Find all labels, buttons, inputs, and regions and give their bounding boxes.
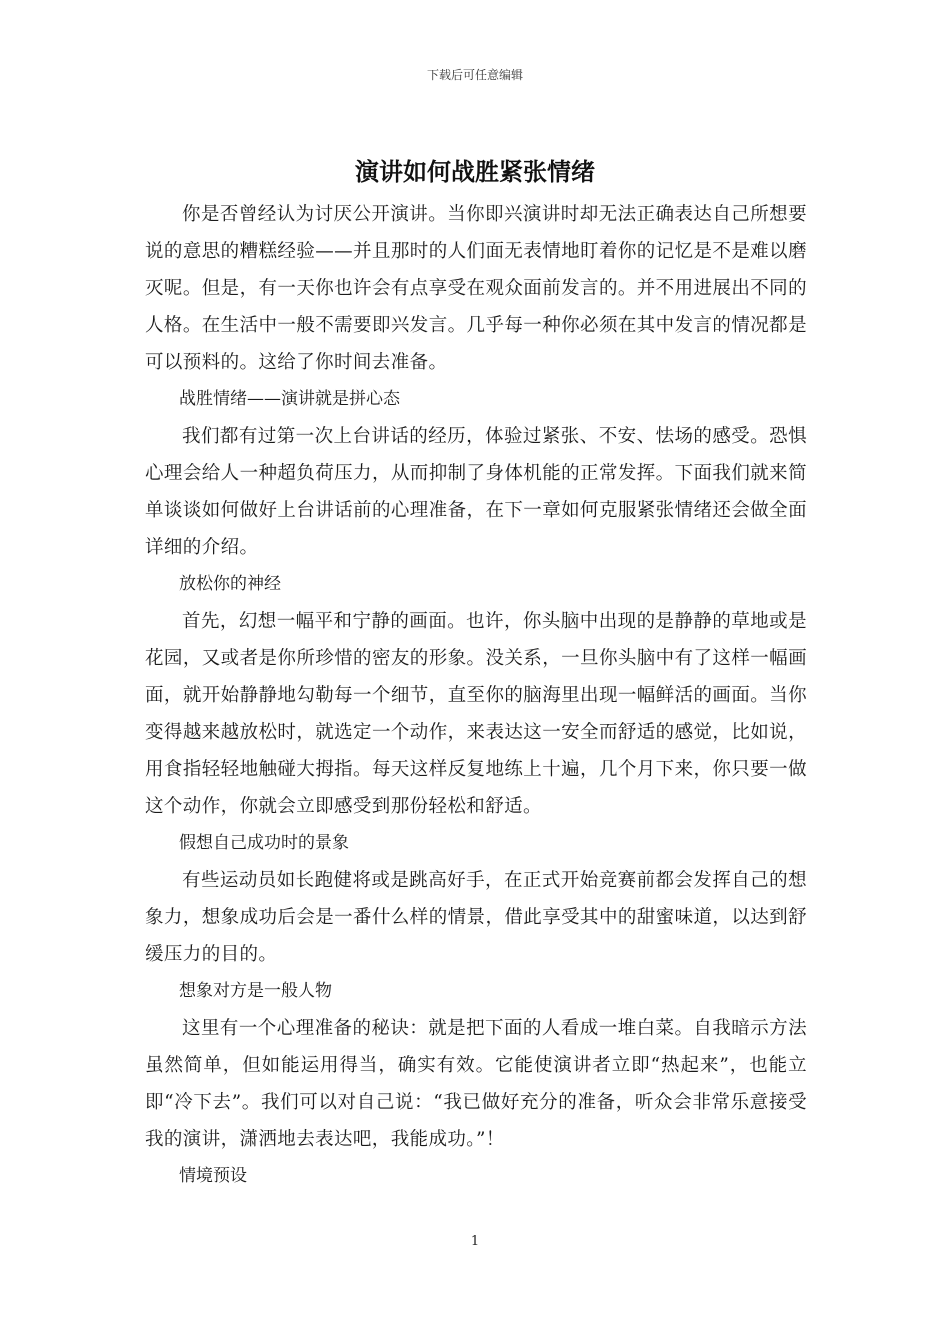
header-note: 下载后可任意编辑: [426, 68, 523, 82]
section-heading: 想象对方是一般人物: [179, 981, 332, 1001]
section-heading: 假想自己成功时的景象: [179, 833, 349, 853]
paragraph: 首先，幻想一幅平和宁静的画面。也许，你头脑中出现的是静静的草地或是花园，又或者是你所珍惜的密友的形象。没关系，一旦你头脑中有了这样一幅画面，就开始静静地勾勒每一个细节，直至你的脑海里出现一幅鲜活的画面。当你变得越来越放松时，就选定一个动作，来表达这一安全而舒适的感觉，比如说，用食指轻轻地触碰大拇指。每天这样反复地练上十遍，几个月下来，你只要一做这个动作，你就会立即感受到那份轻松和舒适。: [145, 611, 807, 817]
paragraph: 这里有一个心理准备的秘诀：就是把下面的人看成一堆白菜。自我暗示方法虽然简单，但如能运用得当，确实有效。它能使演讲者立即“热起来”，也能立即“冷下去”。我们可以对自己说：“我已做好充分的准备，听众会非常乐意接受我的演讲，潇洒地去表达吧，我能成功。”！: [145, 1018, 807, 1150]
page-number: 1: [470, 1234, 480, 1249]
paragraph: 我们都有过第一次上台讲话的经历，体验过紧张、不安、怯场的感受。恐惧心理会给人一种超负荷压力，从而抑制了身体机能的正常发挥。下面我们就来简单谈谈如何做好上台讲话前的心理准备，在下一章如何克服紧张情绪还会做全面详细的介绍。: [145, 426, 807, 558]
document-title: 演讲如何战胜紧张情绪: [355, 157, 595, 186]
section-heading: 情境预设: [179, 1166, 247, 1186]
section-heading: 放松你的神经: [179, 574, 281, 594]
paragraph: 有些运动员如长跑健将或是跳高好手，在正式开始竞赛前都会发挥自己的想象力，想象成功后会是一番什么样的情景，借此享受其中的甜蜜味道，以达到舒缓压力的目的。: [145, 870, 807, 965]
section-heading: 战胜情绪——演讲就是拼心态: [179, 389, 400, 409]
document-body: [145, 196, 807, 1195]
paragraph: 你是否曾经认为讨厌公开演讲。当你即兴演讲时却无法正确表达自己所想要说的意思的糟糕经验——并且那时的人们面无表情地盯着你的记忆是不是难以磨灭呢。但是，有一天你也许会有点享受在观众面前发言的。并不用进展出不同的人格。在生活中一般不需要即兴发言。几乎每一种你必须在其中发言的情况都是可以预料的。这给了你时间去准备。: [145, 204, 807, 373]
